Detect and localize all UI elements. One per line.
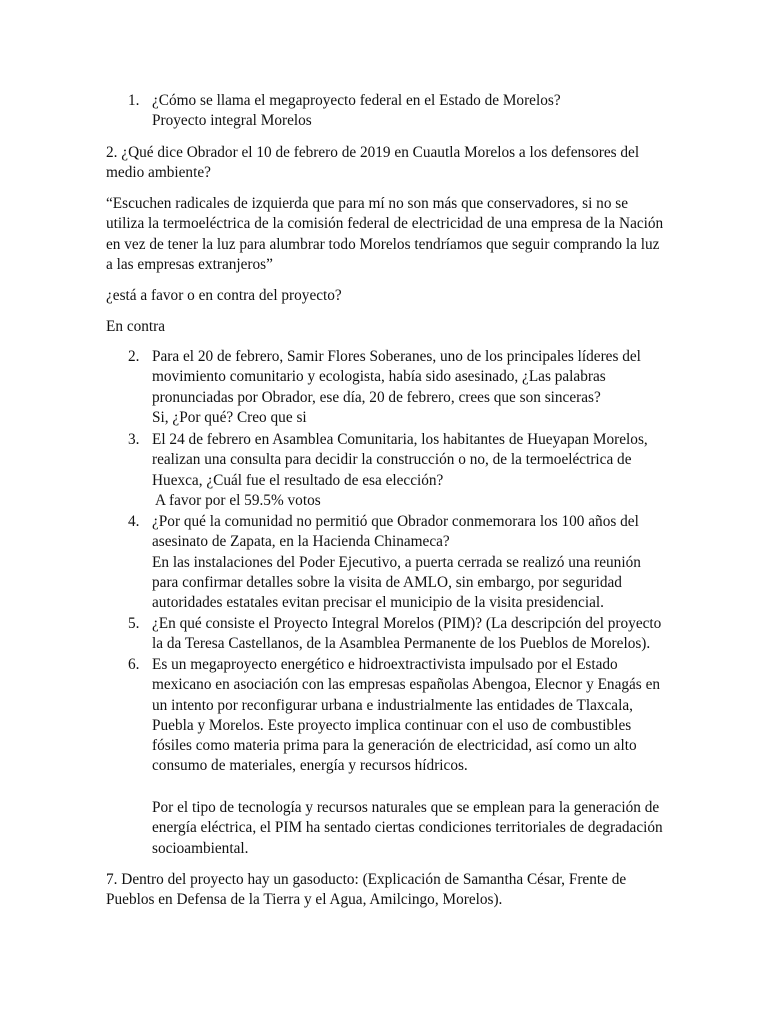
favor-question — [106, 286, 666, 306]
question-1-answer: Proyecto integral Morelos — [152, 112, 312, 130]
list-number: 4. — [128, 513, 140, 530]
favor-answer-text: En contra — [106, 318, 166, 335]
question-2 — [106, 143, 666, 184]
list-item-line: Por el tipo de tecnología y recursos naturales que se emplean para la generación de — [152, 799, 660, 816]
list-item-line: En las instalaciones del Poder Ejecutivo, a puerta cerrada se realizó una reunión — [152, 553, 641, 571]
list-item-line: autoridades estatales evitan precisar el municipio de la visita presidencial. — [152, 594, 604, 612]
list-number: 1. — [128, 92, 140, 109]
list-item-line: El 24 de febrero en Asamblea Comunitaria, los habitantes de Hueyapan Morelos, — [152, 431, 648, 448]
list-item-line: A favor por el 59.5% votos — [152, 491, 321, 509]
list-item-line: pronunciadas por Obrador, ese día, 20 de febrero, crees que son sinceras? — [152, 388, 601, 406]
list-item-line: Puebla y Morelos. Este proyecto implica continuar con el uso de combustibles — [152, 716, 632, 734]
list-item-line: ¿Por qué la comunidad no permitió que Obrador conmemorara los 100 años del — [152, 513, 639, 530]
favor-question-text: ¿está a favor o en contra del proyecto? — [106, 287, 342, 304]
quote-line: “Escuchen radicales de izquierda que para mí no son más que conservadores, si no se — [106, 195, 629, 212]
list-item-line: movimiento comunitario y ecologista, había sido asesinado, ¿Las palabras — [152, 368, 606, 386]
list-item-line: fósiles como materia prima para la generación de electricidad, así como un alto — [152, 737, 637, 755]
list-number: 3. — [128, 431, 140, 448]
list-item-5 — [106, 614, 666, 655]
list-item-3 — [106, 430, 666, 511]
list-number: 5. — [128, 615, 140, 632]
quote-paragraph — [106, 194, 666, 275]
list-item-2 — [106, 347, 666, 428]
question-7-line: 7. Dentro del proyecto hay un gasoducto: (Explicación de Samantha César, Frente de — [106, 871, 627, 888]
list-item-6-continuation — [106, 798, 666, 859]
quote-line: utiliza la termoeléctrica de la comisión federal de electricidad de una empresa de la Nación — [106, 215, 664, 233]
list-item-4 — [106, 512, 666, 613]
list-item-6 — [106, 655, 666, 777]
list-item-line: mexicano en asociación con las empresas españolas Abengoa, Elecnor y Enagás en — [152, 676, 661, 694]
list-number: 2. — [128, 348, 140, 365]
quote-line: a las empresas extranjeros” — [106, 255, 273, 273]
list-item-line: socioambiental. — [152, 839, 249, 857]
list-item-line: para confirmar detalles sobre la visita de AMLO, sin embargo, por seguridad — [152, 573, 622, 591]
list-number: 6. — [128, 656, 140, 673]
question-2-line: medio ambiente? — [106, 164, 211, 182]
list-item-line: ¿En qué consiste el Proyecto Integral Morelos (PIM)? (La descripción del proyecto — [152, 615, 662, 632]
question-7-line: Pueblos en Defensa de la Tierra y el Agua, Amilcingo, Morelos). — [106, 891, 503, 909]
list-item-line: energía eléctrica, el PIM ha sentado ciertas condiciones territoriales de degradación — [152, 819, 663, 837]
question-7 — [106, 870, 666, 911]
list-item-line: un intento por reconfigurar urbana e industrialmente las entidades de Tlaxcala, — [152, 696, 633, 714]
list-item-line: Es un megaproyecto energético e hidroextractivista impulsado por el Estado — [152, 656, 618, 673]
list-item-line: realizan una consulta para decidir la construcción o no, de la termoeléctrica de — [152, 451, 632, 469]
list-item-line: Si, ¿Por qué? Creo que si — [152, 408, 307, 426]
list-item-line: Para el 20 de febrero, Samir Flores Soberanes, uno de los principales líderes del — [152, 348, 641, 365]
list-item-line: Huexca, ¿Cuál fue el resultado de esa elección? — [152, 471, 444, 489]
list-item-line: asesinato de Zapata, en la Hacienda Chinameca? — [152, 533, 450, 551]
question-1-text: ¿Cómo se llama el megaproyecto federal en el Estado de Morelos? — [152, 92, 561, 109]
list-item-line: la da Teresa Castellanos, de la Asamblea Permanente de los Pueblos de Morelos). — [152, 635, 651, 653]
list-item-line: consumo de materiales, energía y recursos hídricos. — [152, 757, 468, 775]
question-1 — [106, 91, 666, 132]
favor-answer — [106, 317, 666, 337]
quote-line: en vez de tener la luz para alumbrar todo Morelos tendríamos que seguir comprando la luz — [106, 235, 660, 253]
question-2-line: 2. ¿Qué dice Obrador el 10 de febrero de 2019 en Cuautla Morelos a los defensores del — [106, 144, 640, 161]
